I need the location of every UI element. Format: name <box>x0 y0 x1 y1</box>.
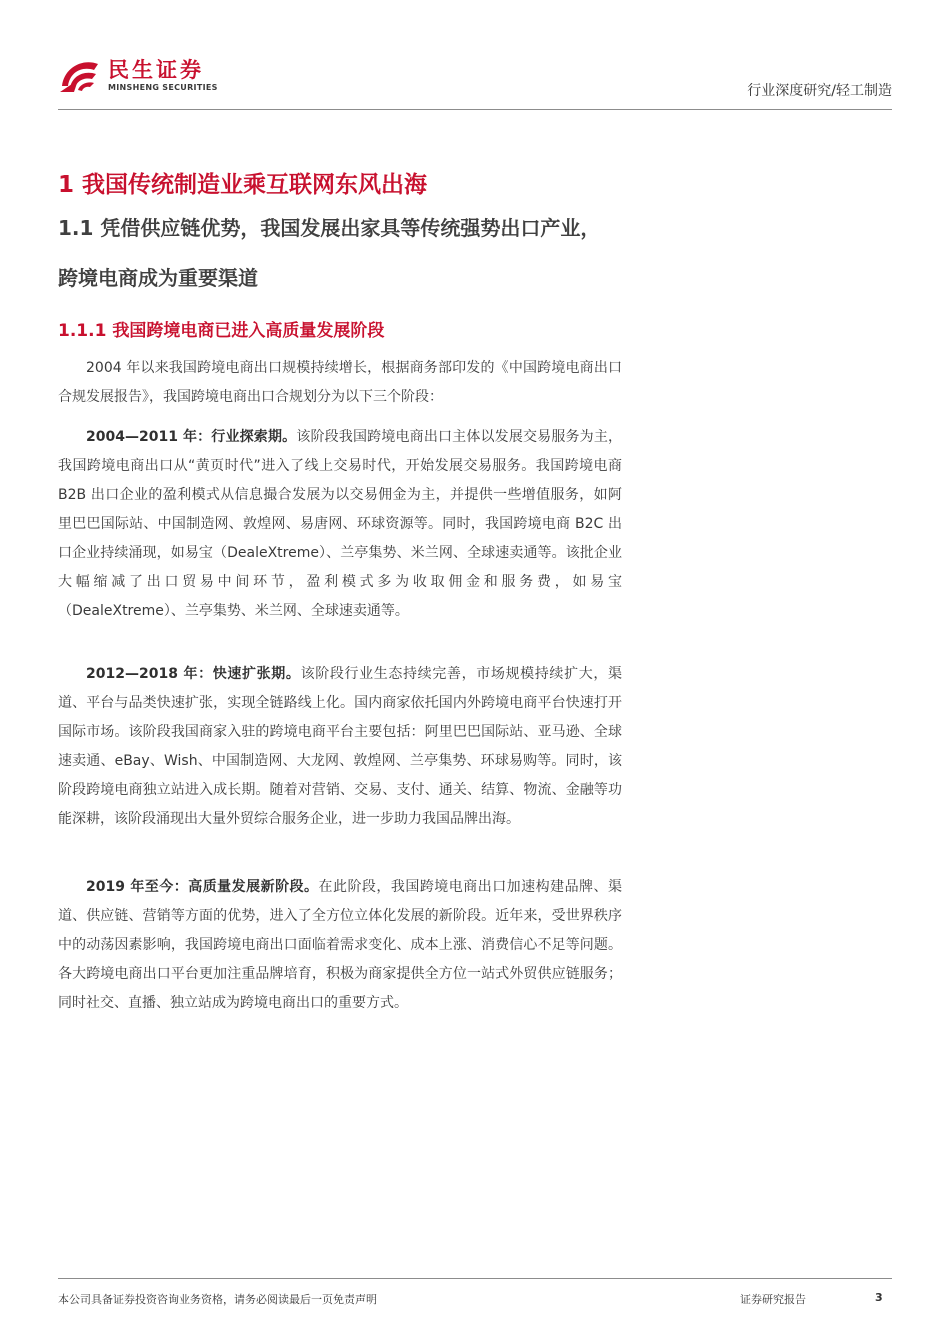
stage2-body: 该阶段行业生态持续完善，市场规模持续扩大，渠道、平台与品类快速扩张，实现全链路线上化。国内商家依托国内外跨境电商平台快速打开国际市场。该阶段我国商家入驻的跨境电商平台主要包括：阿里巴巴国际站、亚马逊、全球速卖通、eBay、Wish、中国制造网、大龙网、敦煌网、兰亭集势、环球易购等。同时，该阶段跨境电商独立站进入成长期。随着对营销、交易、支付、通关、结算、物流、金融等功能深耕，该阶段涌现出大量外贸综合服务企业，进一步助力我国品牌出海。 <box>58 666 622 827</box>
stage1-paragraph <box>58 423 622 626</box>
logo-english-name: MINSHENG SECURITIES <box>108 83 218 92</box>
stage2-lead: 2012—2018 年：快速扩张期。 <box>86 666 301 682</box>
header-divider <box>58 109 892 110</box>
stage3-body: 在此阶段，我国跨境电商出口加速构建品牌、渠道、供应链、营销等方面的优势，进入了全方位立体化发展的新阶段。近年来，受世界秩序中的动荡因素影响，我国跨境电商出口面临着需求变化、成本上涨、消费信心不足等问题。各大跨境电商出口平台更加注重品牌培育，积极为商家提供全方位一站式外贸供应链服务；同时社交、直播、独立站成为跨境电商出口的重要方式。 <box>58 879 623 1011</box>
logo-mark-icon <box>58 56 102 96</box>
stage3-paragraph <box>58 873 622 1018</box>
logo-chinese-name: 民生证券 <box>108 58 204 82</box>
stage1-lead: 2004—2011 年：行业探索期。 <box>86 429 297 445</box>
intro-paragraph: 2004 年以来我国跨境电商出口规模持续增长，根据商务部印发的《中国跨境电商出口合规发展报告》，我国跨境电商出口合规划分为以下三个阶段： <box>58 360 622 405</box>
page-number: 3 <box>875 1291 883 1304</box>
footer-report-type: 证券研究报告 <box>740 1293 806 1306</box>
footer-disclaimer: 本公司具备证券投资咨询业务资格，请务必阅读最后一页免责声明 <box>58 1293 377 1306</box>
section-heading-2-line-1: 1.1 凭借供应链优势，我国发展出家具等传统强势出口产业， <box>58 216 601 240</box>
document-type: 行业深度研究/轻工制造 <box>747 83 892 99</box>
page-header <box>58 52 892 108</box>
section-heading-2-line-2: 跨境电商成为重要渠道 <box>58 266 258 290</box>
section-heading-1: 1 我国传统制造业乘互联网东风出海 <box>58 172 428 198</box>
footer-divider <box>58 1278 892 1279</box>
company-logo <box>58 52 238 100</box>
section-heading-3: 1.1.1 我国跨境电商已进入高质量发展阶段 <box>58 321 385 341</box>
stage2-paragraph <box>58 660 622 834</box>
stage3-lead: 2019 年至今：高质量发展新阶段。 <box>86 879 319 895</box>
stage1-body: 该阶段我国跨境电商出口主体以发展交易服务为主，我国跨境电商出口从“黄页时代”进入了线上交易时代，开始发展交易服务。我国跨境电商 B2B 出口企业的盈利模式从信息撮合发展为以交易佣金为主，并提供一些增值服务，如阿里巴巴国际站、中国制造网、敦煌网、易唐网、环球资源等。同时，我国跨境电商 B2C 出口企业持续涌现，如易宝（DealeXtreme）、兰亭集势、米兰网、全球速卖通等。该批企业大幅缩减了出口贸易中间环节，盈利模式多为收取佣金和服务费，如易宝（DealeXtreme）、兰亭集势、米兰网、全球速卖通等。 <box>58 429 622 619</box>
